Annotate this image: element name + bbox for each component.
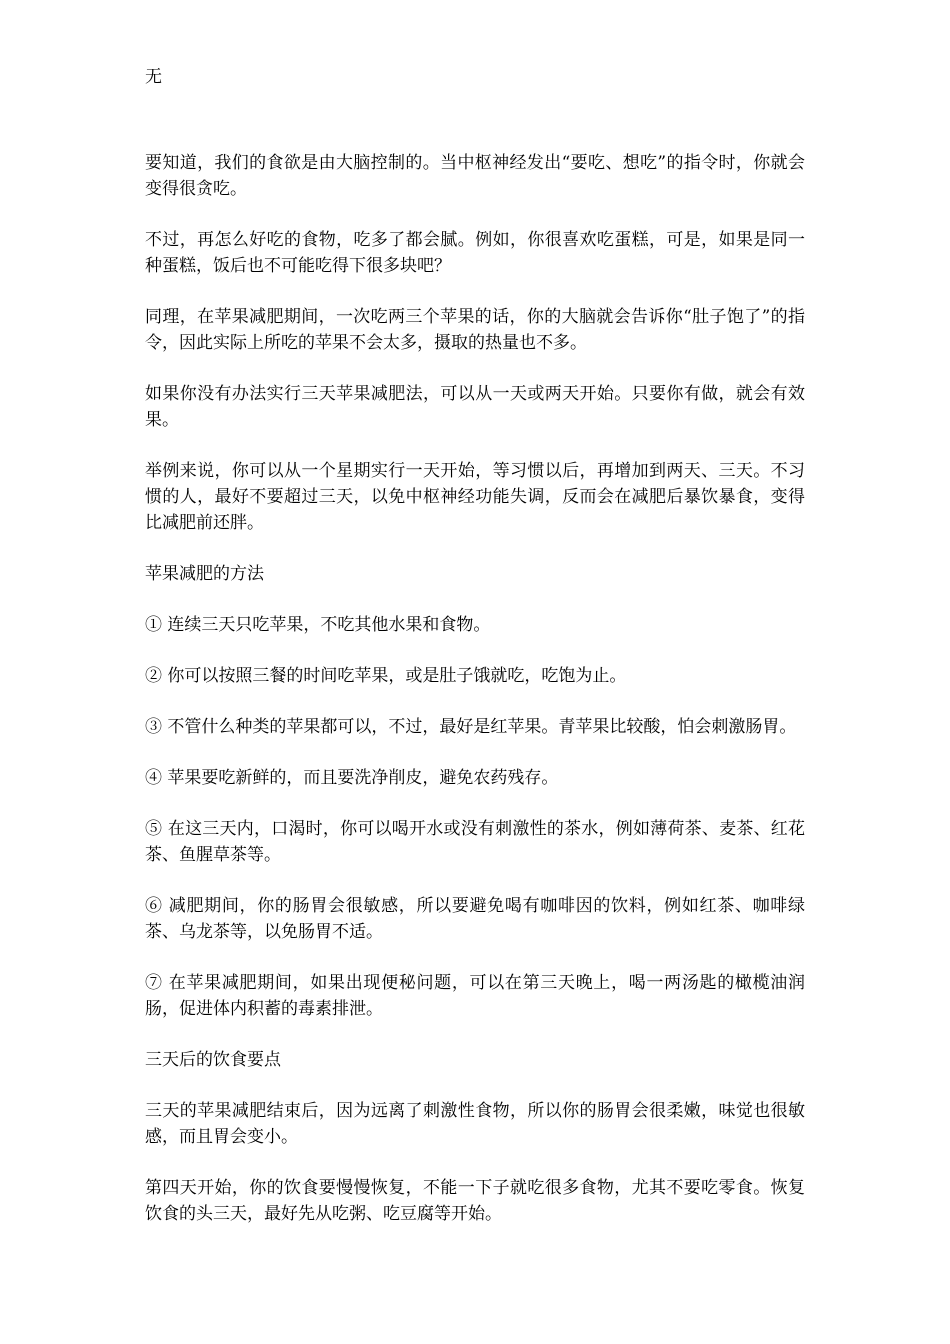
paragraph: 三天的苹果减肥结束后，因为远离了刺激性食物，所以你的肠胃会很柔嫩，味觉也很敏感，而且胃会变小。	[145, 1101, 805, 1147]
paragraph: 如果你没有办法实行三天苹果减肥法，可以从一天或两天开始。只要你有做，就会有效果。	[145, 384, 805, 430]
page-header-text: 无	[145, 67, 162, 87]
list-item: ⑥ 减肥期间，你的肠胃会很敏感，所以要避免喝有咖啡因的饮料，例如红茶、咖啡绿茶、乌龙茶等，以免肠胃不适。	[145, 896, 805, 942]
list-item: ① 连续三天只吃苹果，不吃其他水果和食物。	[145, 615, 491, 635]
paragraph: 第四天开始，你的饮食要慢慢恢复，不能一下子就吃很多食物，尤其不要吃零食。恢复饮食的头三天，最好先从吃粥、吃豆腐等开始。	[145, 1178, 805, 1224]
paragraph: 不过，再怎么好吃的食物，吃多了都会腻。例如，你很喜欢吃蛋糕，可是，如果是同一种蛋糕，饭后也不可能吃得下很多块吧？	[145, 230, 805, 276]
document-body	[145, 150, 805, 1252]
paragraph: 同理，在苹果减肥期间，一次吃两三个苹果的话，你的大脑就会告诉你“肚子饱了”的指令，因此实际上所吃的苹果不会太多，摄取的热量也不多。	[145, 307, 805, 353]
list-item: ④ 苹果要吃新鲜的，而且要洗净削皮，避免农药残存。	[145, 768, 559, 788]
list-item: ③ 不管什么种类的苹果都可以，不过，最好是红苹果。青苹果比较酸，怕会刺激肠胃。	[145, 717, 797, 737]
paragraph: 要知道，我们的食欲是由大脑控制的。当中枢神经发出“要吃、想吃”的指令时，你就会变得很贪吃。	[145, 153, 805, 199]
paragraph: 举例来说，你可以从一个星期实行一天开始，等习惯以后，再增加到两天、三天。不习惯的人，最好不要超过三天，以免中枢神经功能失调，反而会在减肥后暴饮暴食，变得比减肥前还胖。	[145, 461, 805, 533]
list-item: ⑤ 在这三天内，口渴时，你可以喝开水或没有刺激性的茶水，例如薄荷茶、麦茶、红花茶、鱼腥草茶等。	[145, 819, 805, 865]
list-item: ② 你可以按照三餐的时间吃苹果，或是肚子饿就吃，吃饱为止。	[145, 666, 627, 686]
list-item: ⑦ 在苹果减肥期间，如果出现便秘问题，可以在第三天晚上，喝一两汤匙的橄榄油润肠，促进体内积蓄的毒素排泄。	[145, 973, 805, 1019]
section-heading: 苹果减肥的方法	[145, 564, 264, 584]
section-heading: 三天后的饮食要点	[145, 1050, 281, 1070]
